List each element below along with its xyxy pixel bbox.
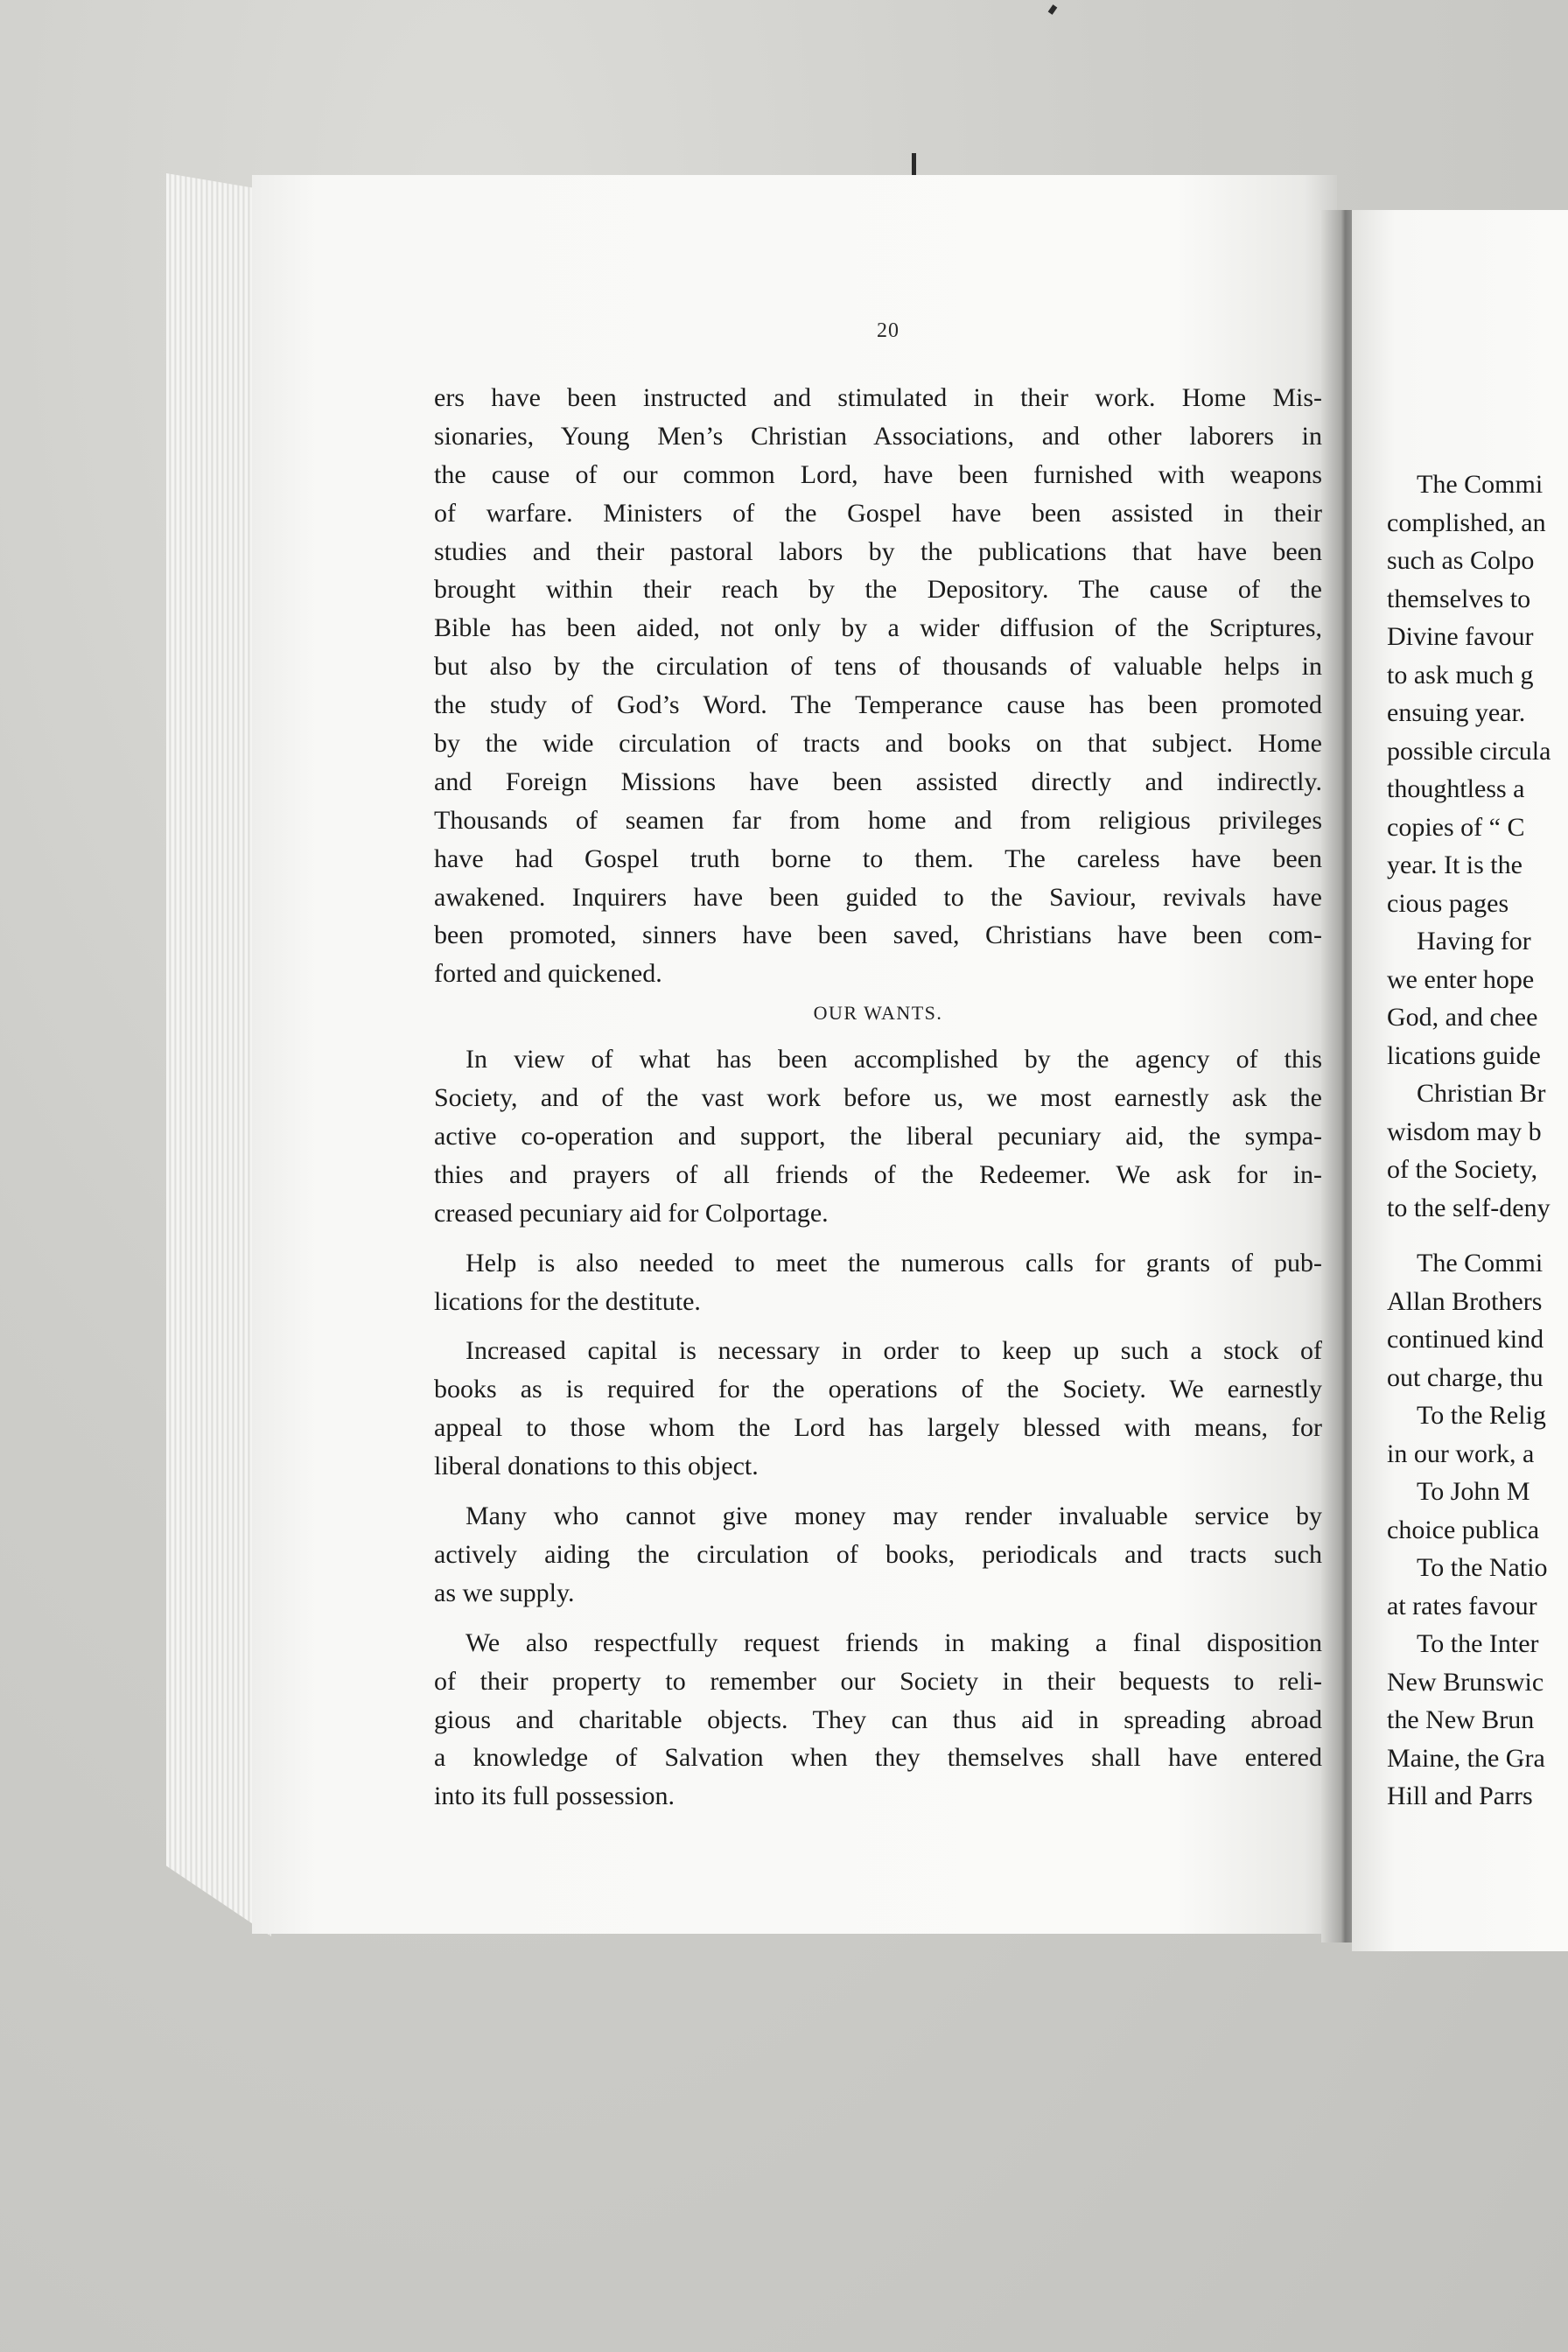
text-line: Bible has been aided, not only by a wider diffusion of the Scriptures, <box>434 613 1322 643</box>
text-line: studies and their pastoral labors by the publications that have been <box>434 536 1322 566</box>
paragraph <box>434 1040 1322 1232</box>
right-page-line: such as Colpo <box>1387 546 1535 575</box>
paragraph <box>434 1497 1322 1613</box>
text-line: but also by the circulation of tens of thousands of valuable helps in <box>434 652 1322 682</box>
main-text-column <box>434 379 1322 1816</box>
right-page-line: lications guide <box>1387 1040 1541 1070</box>
text-line: awakened. Inquirers have been guided to the Saviour, revivals have <box>434 882 1322 912</box>
right-page-line: God, and chee <box>1387 1003 1538 1032</box>
right-page-line: To the Natio <box>1417 1553 1548 1582</box>
right-page-line: To the Relig <box>1417 1401 1546 1430</box>
text-line: lications for the destitute. <box>434 1286 701 1316</box>
paragraph <box>434 1624 1322 1816</box>
right-page-line: To the Inter <box>1417 1629 1539 1658</box>
right-page-line: Having for <box>1417 927 1531 956</box>
right-page-line: Divine favour <box>1387 622 1534 651</box>
text-line: by the wide circulation of tracts and books on that subject. Home <box>434 729 1322 759</box>
right-page-line: the New Brun <box>1387 1705 1535 1734</box>
text-line: a knowledge of Salvation when they themselves shall have entered <box>434 1743 1322 1773</box>
text-line: appeal to those whom the Lord has largely blessed with means, for <box>434 1413 1322 1443</box>
text-line: We also respectfully request friends in making a final disposition <box>466 1628 1322 1657</box>
right-page-line: to ask much g <box>1387 660 1534 690</box>
text-line: and Foreign Missions have been assisted directly and indirectly. <box>434 766 1322 796</box>
text-line: Help is also needed to meet the numerous calls for grants of pub- <box>466 1248 1322 1278</box>
right-page-line: New Brunswic <box>1387 1667 1544 1697</box>
right-page-line: to the self-deny <box>1387 1193 1550 1222</box>
right-page-line: we enter hope <box>1387 964 1535 994</box>
text-line: into its full possession. <box>434 1782 676 1811</box>
right-page-line: themselves to <box>1387 584 1531 613</box>
right-page-line: in our work, a <box>1387 1438 1535 1468</box>
right-page-line: cious pages <box>1387 888 1509 918</box>
text-line: liberal donations to this object. <box>434 1452 759 1481</box>
right-page-line: Allan Brothers <box>1387 1286 1543 1316</box>
right-page-line: of the Society, <box>1387 1155 1538 1184</box>
paragraph-gap <box>434 1320 1322 1332</box>
section-heading: OUR WANTS. <box>813 1002 943 1025</box>
text-line: active co-operation and support, the liberal pecuniary aid, the sympa- <box>434 1122 1322 1152</box>
text-line: actively aiding the circulation of books, periodicals and tracts such <box>434 1539 1322 1569</box>
right-page-line: continued kind <box>1387 1325 1544 1354</box>
text-line: forted and quickened. <box>434 959 662 989</box>
right-page-line: The Commi <box>1417 470 1544 499</box>
right-page-line <box>1387 1227 1568 1244</box>
text-line: books as is required for the operations of the Society. We earnestly <box>434 1375 1322 1404</box>
right-page-line: complished, an <box>1387 508 1546 537</box>
text-line: thies and prayers of all friends of the Redeemer. We ask for in- <box>434 1159 1322 1189</box>
right-page-line: wisdom may b <box>1387 1116 1542 1146</box>
right-page-line: copies of “ C <box>1387 812 1525 842</box>
text-line: ers have been instructed and stimulated in their work. Home Mis- <box>434 383 1322 412</box>
paragraph <box>434 1244 1322 1321</box>
paragraph-gap <box>434 1613 1322 1624</box>
right-page-line: out charge, thu <box>1387 1362 1544 1392</box>
right-page-line: choice publica <box>1387 1515 1540 1544</box>
right-page <box>1352 210 1568 1951</box>
text-line: have had Gospel truth borne to them. The careless have been <box>434 844 1322 873</box>
text-line: Many who cannot give money may render invaluable service by <box>466 1502 1322 1531</box>
right-page-text <box>1387 466 1568 1816</box>
text-line: as we supply. <box>434 1578 575 1607</box>
text-line: In view of what has been accomplished by the agency of this <box>466 1045 1322 1074</box>
right-page-line: thoughtless a <box>1387 774 1525 803</box>
text-line: sionaries, Young Men’s Christian Associations, and other laborers in <box>434 421 1322 451</box>
right-page-line: Christian Br <box>1417 1079 1546 1108</box>
right-page-line: Hill and Parrs <box>1387 1782 1533 1810</box>
paragraph-gap <box>434 1486 1322 1497</box>
right-page-line: To John M <box>1417 1477 1530 1506</box>
right-page-line: at rates favour <box>1387 1591 1537 1620</box>
text-line: Thousands of seamen far from home and from religious privileges <box>434 805 1322 835</box>
text-line: gious and charitable objects. They can thus aid in spreading abroad <box>434 1704 1322 1734</box>
text-line: of their property to remember our Society in their bequests to reli- <box>434 1666 1322 1696</box>
paragraph-gap <box>434 1233 1322 1244</box>
right-page-line: possible circula <box>1387 736 1551 766</box>
text-line: of warfare. Ministers of the Gospel have been assisted in their <box>434 498 1322 528</box>
text-line: the cause of our common Lord, have been furnished with weapons <box>434 459 1322 489</box>
right-page-line: Maine, the Gra <box>1387 1743 1545 1773</box>
right-page-line: ensuing year. <box>1387 698 1526 727</box>
text-line: brought within their reach by the Depository. The cause of the <box>434 575 1322 605</box>
page-number: 20 <box>877 319 900 342</box>
paragraph <box>434 1332 1322 1486</box>
text-line: Increased capital is necessary in order to keep up such a stock of <box>466 1336 1322 1366</box>
right-page-line: year. It is the <box>1387 850 1522 879</box>
text-line: been promoted, sinners have been saved, Christians have been com- <box>434 920 1322 950</box>
right-page-line: The Commi <box>1417 1249 1544 1278</box>
text-line: creased pecuniary aid for Colportage. <box>434 1198 829 1228</box>
text-line: the study of God’s Word. The Temperance cause has been promoted <box>434 690 1322 720</box>
text-line: Society, and of the vast work before us, we most earnestly ask the <box>434 1083 1322 1113</box>
